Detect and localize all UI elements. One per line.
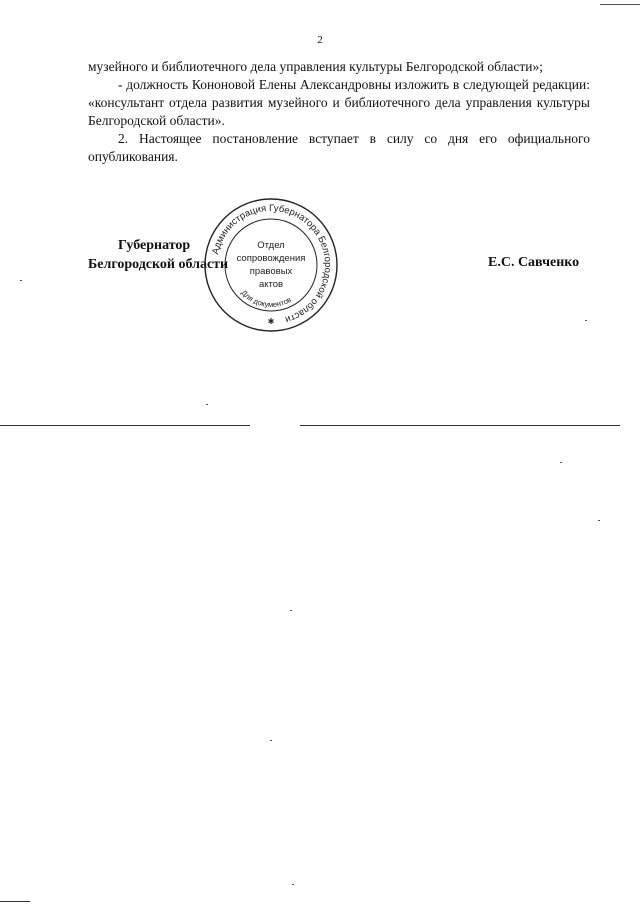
official-stamp — [202, 196, 340, 334]
paragraph: 2. Настоящее постановление вступает в силу со дня его официального опубликования. — [88, 131, 590, 164]
scan-speck — [598, 520, 600, 521]
scan-rule-bottom — [0, 901, 30, 902]
stamp-center-line: актов — [258, 279, 284, 290]
scan-speck — [292, 884, 294, 885]
signatory-name: Е.С. Савченко — [488, 255, 580, 270]
scan-rule-right — [300, 425, 620, 426]
stamp-ring-text: Администрация Губернатора Белгородской области — [210, 202, 334, 325]
scan-speck — [270, 740, 272, 741]
scan-speck — [585, 320, 587, 321]
stamp-center-line: сопровождения — [236, 253, 306, 264]
scan-speck — [20, 280, 22, 281]
scan-speck — [290, 610, 292, 611]
signatory-title-line2: Белгородской области — [88, 257, 229, 272]
scan-speck — [206, 404, 208, 405]
stamp-inner-ring — [225, 219, 317, 311]
stamp-center-line: правовых — [249, 266, 293, 277]
page-number: 2 — [317, 34, 323, 46]
paragraph: - должность Кононовой Елены Александровны изложить в следующей редакции: «консультант отдела развития музейного и библиотечного дела управления культуры Белгородской области». — [88, 77, 590, 128]
scan-mark — [600, 4, 640, 5]
paragraph: музейного и библиотечного дела управления культуры Белгородской области»; — [88, 59, 544, 74]
body-text — [88, 58, 590, 166]
scan-rule-left — [0, 425, 250, 426]
stamp-star-icon: ✱ — [267, 317, 275, 326]
scan-speck — [560, 462, 562, 463]
signatory-title-line1: Губернатор — [118, 238, 191, 253]
stamp-bottom-text: Для документов — [239, 288, 293, 310]
stamp-center-line: Отдел — [257, 240, 285, 251]
